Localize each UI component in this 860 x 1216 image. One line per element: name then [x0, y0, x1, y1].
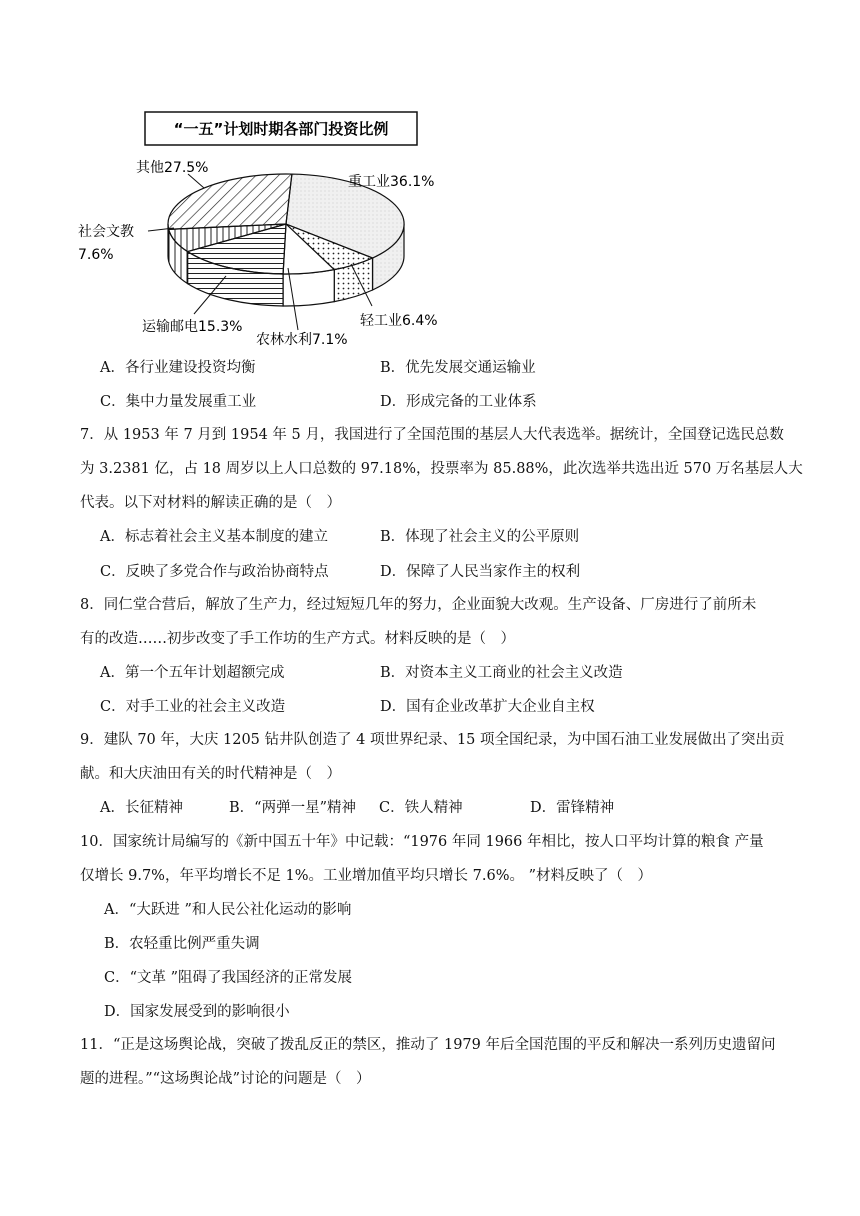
q11-line-2: 题的进程。”“这场舆论战”讨论的问题是（ ） — [80, 1071, 371, 1087]
q10-line-2: 仅增长 9.7%，年平均增长不足 1%。工业增加值平均只增长 7.6%。 ”材料反映了（ ） — [80, 868, 653, 884]
q7-line-3: 代表。以下对材料的解读正确的是（ ） — [80, 495, 341, 511]
slice-label-heavy-industry: 重工业36.1% — [348, 174, 435, 190]
q9-line-2: 献。和大庆油田有关的时代精神是（ ） — [80, 766, 341, 782]
question-8 — [80, 588, 800, 656]
chart-title: “一五”计划时期各部门投资比例 — [173, 120, 389, 138]
q10-line-1: 10．国家统计局编写的《新中国五十年》中记载：“1976 年同 1966 年相比，按人口平均计算的粮食 产量 — [80, 834, 764, 850]
slice-label-other: 其他27.5% — [136, 160, 209, 176]
slice-label-agriculture: 农林水利7.1% — [256, 332, 348, 348]
pie-chart-svg — [76, 106, 496, 356]
q8-line-1: 8．同仁堂合营后，解放了生产力，经过短短几年的努力，企业面貌大改观。生产设备、厂房进行了前所未 — [80, 597, 757, 613]
pie-slices — [168, 174, 404, 306]
q9-option-a[interactable]: A．长征精神 — [100, 800, 183, 816]
q6-option-b[interactable]: B．优先发展交通运输业 — [380, 360, 536, 376]
leader-line-other — [188, 174, 204, 188]
q9-option-c[interactable]: C．铁人精神 — [379, 800, 463, 816]
q9-line-1: 9．建队 70 年，大庆 1205 钻井队创造了 4 项世界纪录、15 项全国纪录，为中国石油工业发展做出了突出贡 — [80, 732, 785, 748]
q7-option-c[interactable]: C．反映了多党合作与政治协商特点 — [100, 564, 329, 580]
slice-label-transport: 运输邮电15.3% — [142, 319, 243, 335]
q8-option-d[interactable]: D．国有企业改革扩大企业自主权 — [380, 699, 595, 715]
q10-option-d[interactable]: D．国家发展受到的影响很小 — [104, 1004, 290, 1020]
q11-line-1: 11．“正是这场舆论战，突破了拨乱反正的禁区，推动了 1979 年后全国范围的平反和解决一系列历史遗留问 — [80, 1037, 776, 1053]
q6-option-a[interactable]: A．各行业建设投资均衡 — [100, 360, 256, 376]
slice-label-light-industry: 轻工业6.4% — [360, 313, 438, 329]
question-10 — [80, 825, 800, 893]
q7-option-d[interactable]: D．保障了人民当家作主的权利 — [380, 564, 581, 580]
question-9 — [80, 723, 800, 791]
q9-option-b[interactable]: B．“两弹一星”精神 — [229, 800, 356, 816]
q6-option-c[interactable]: C．集中力量发展重工业 — [100, 394, 257, 410]
question-7 — [80, 418, 803, 520]
question-11 — [80, 1028, 800, 1096]
q7-line-1: 7．从 1953 年 7 月到 1954 年 5 月，我国进行了全国范围的基层人大代表选举。据统计，全国登记选民总数 — [80, 427, 784, 443]
slice-label-culture-edu-line2: 7.6% — [78, 247, 114, 263]
q9-option-d[interactable]: D．雷锋精神 — [530, 800, 615, 816]
q7-option-b[interactable]: B．体现了社会主义的公平原则 — [380, 529, 580, 545]
q10-option-a[interactable]: A．“大跃进 ”和人民公社化运动的影响 — [104, 902, 352, 918]
investment-pie-chart — [76, 106, 496, 356]
slice-label-culture-edu-line1: 社会文教 — [78, 224, 134, 240]
q8-option-a[interactable]: A．第一个五年计划超额完成 — [100, 665, 285, 681]
q8-option-c[interactable]: C．对手工业的社会主义改造 — [100, 699, 286, 715]
q8-line-2: 有的改造……初步改变了手工作坊的生产方式。材料反映的是（ ） — [80, 631, 515, 647]
q10-option-b[interactable]: B．农轻重比例严重失调 — [104, 936, 260, 952]
q8-option-b[interactable]: B．对资本主义工商业的社会主义改造 — [380, 665, 623, 681]
pie-slice-other — [168, 174, 292, 229]
q6-option-d[interactable]: D．形成完备的工业体系 — [380, 394, 537, 410]
q7-line-2: 为 3.2381 亿，占 18 周岁以上人口总数的 97.18%，投票率为 85.88%，此次选举共选出近 570 万名基层人大 — [80, 461, 803, 477]
q7-option-a[interactable]: A．标志着社会主义基本制度的建立 — [100, 529, 328, 545]
q10-option-c[interactable]: C．“文革 ”阻碍了我国经济的正常发展 — [104, 970, 353, 986]
